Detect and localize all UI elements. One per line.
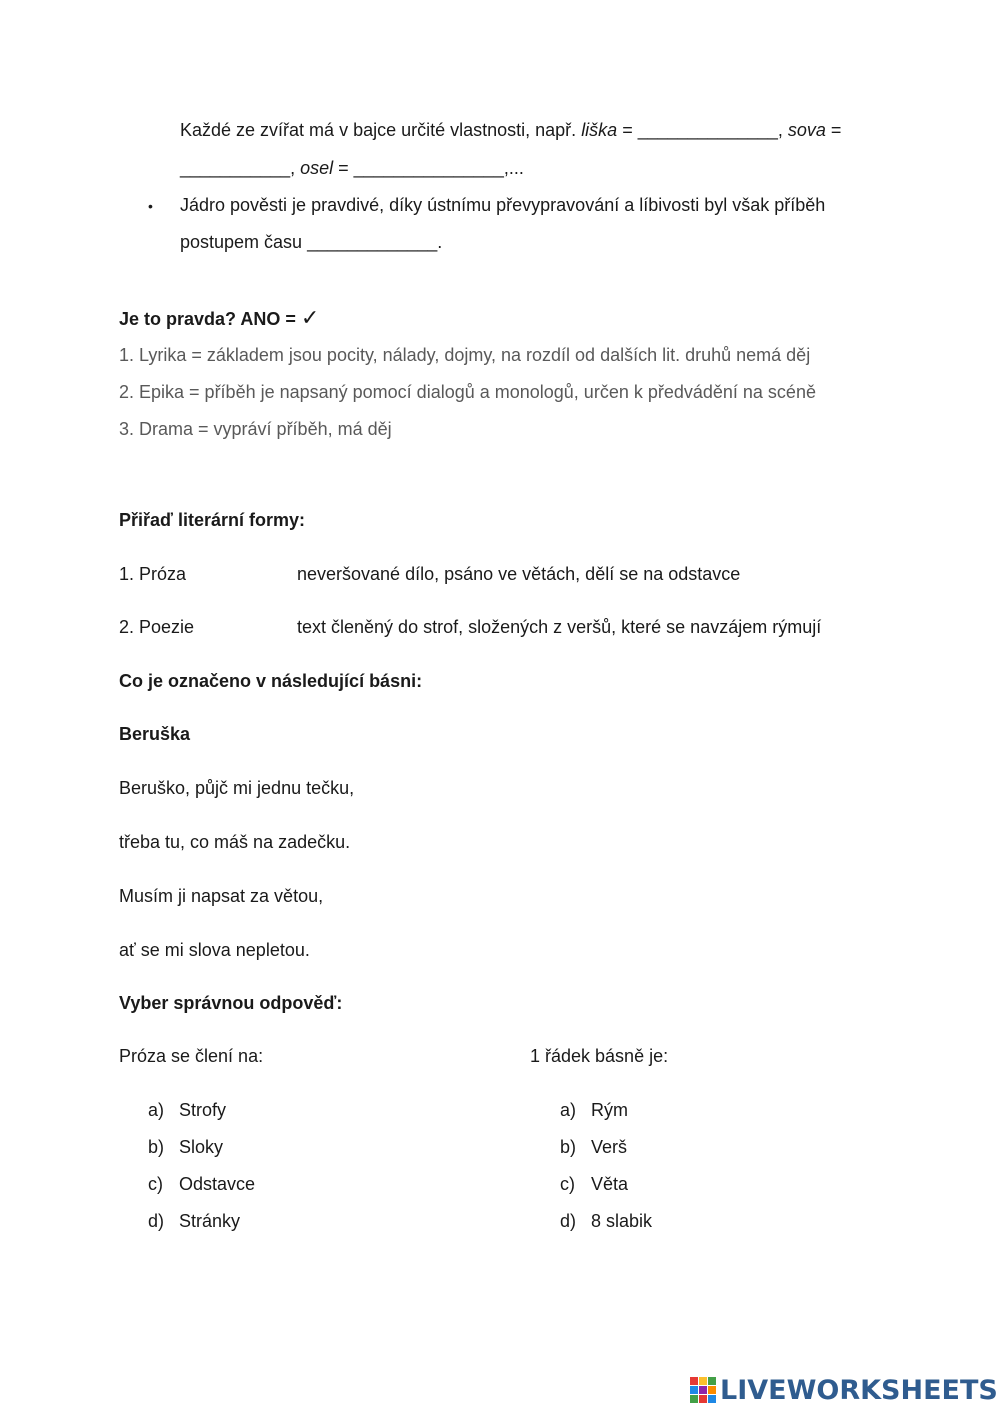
q1-option-d-letter: d): [148, 1211, 165, 1231]
q1-option-b-letter: b): [148, 1137, 165, 1157]
fable-animal-liska: liška: [581, 120, 618, 140]
form-term-2[interactable]: 2. Poezie: [119, 617, 195, 637]
truth-heading-text: Je to pravda? ANO =: [119, 309, 301, 329]
fable-line-1: [180, 120, 841, 141]
q2-option-a-letter: a): [560, 1100, 577, 1120]
form-term-1[interactable]: 1. Próza: [119, 564, 187, 584]
poem-line-4[interactable]: ať se mi slova nepletou.: [119, 940, 310, 960]
fable-text: Každé ze zvířat má v bajce určité vlastnosti, např.: [180, 120, 582, 140]
quiz-heading: Vyber správnou odpověď:: [119, 993, 343, 1013]
fable-blank[interactable]: = _______________,...: [333, 158, 524, 178]
truth-item-2[interactable]: 2. Epika = příběh je napsaný pomocí dialogů a monologů, určen k předvádění na scéně: [119, 382, 816, 402]
q2-option-b-letter: b): [560, 1137, 577, 1157]
fable-animal-sova: sova: [787, 120, 826, 140]
q1-option-a-letter: a): [148, 1100, 165, 1120]
poem-line-1[interactable]: Beruško, půjč mi jednu tečku,: [119, 778, 355, 798]
truth-heading: [119, 305, 319, 331]
question-1-prompt: Próza se člení na:: [119, 1046, 264, 1066]
logo-text: LIVEWORKSHEETS: [720, 1374, 998, 1406]
q2-option-c-letter: c): [560, 1174, 575, 1194]
form-definition-2[interactable]: text členěný do strof, složených z veršů, které se navzájem rýmují: [297, 617, 822, 637]
legend-line-2[interactable]: postupem času _____________.: [180, 232, 443, 252]
forms-heading: Přiřaď literární formy:: [119, 510, 305, 530]
q2-option-d[interactable]: 8 slabik: [591, 1211, 653, 1231]
q1-option-c[interactable]: Odstavce: [179, 1174, 256, 1194]
logo-mark-icon: [690, 1377, 716, 1403]
poem-heading: Co je označeno v následující básni:: [119, 671, 423, 691]
q1-option-c-letter: c): [148, 1174, 163, 1194]
q2-option-d-letter: d): [560, 1211, 577, 1231]
q2-option-a[interactable]: Rým: [591, 1100, 628, 1120]
q1-option-a[interactable]: Strofy: [179, 1100, 227, 1120]
legend-line-1: Jádro pověsti je pravdivé, díky ústnímu převypravování a líbivosti byl však příběh: [180, 195, 826, 215]
fable-blank[interactable]: ___________,: [180, 158, 301, 178]
q2-option-c[interactable]: Věta: [591, 1174, 629, 1194]
form-definition-1[interactable]: neveršované dílo, psáno ve větách, dělí se na odstavce: [297, 564, 741, 584]
q2-option-b[interactable]: Verš: [591, 1137, 628, 1157]
question-2-prompt: 1 řádek básně je:: [530, 1046, 669, 1066]
poem-title: Beruška: [119, 724, 191, 744]
bullet-dot: •: [148, 198, 153, 214]
truth-item-1[interactable]: 1. Lyrika = základem jsou pocity, nálady, dojmy, na rozdíl od dalších lit. druhů nemá děj: [119, 345, 811, 365]
fable-animal-osel: osel: [300, 158, 334, 178]
liveworksheets-logo: [690, 1372, 998, 1408]
q1-option-d[interactable]: Stránky: [179, 1211, 241, 1231]
fable-line-2: [180, 158, 524, 179]
poem-line-3[interactable]: Musím ji napsat za větou,: [119, 886, 324, 906]
q1-option-b[interactable]: Sloky: [179, 1137, 224, 1157]
fable-blank[interactable]: = ______________,: [617, 120, 788, 140]
truth-item-3[interactable]: 3. Drama = vypráví příběh, má děj: [119, 419, 392, 439]
poem-line-2[interactable]: třeba tu, co máš na zadečku.: [119, 832, 351, 852]
fable-text: =: [825, 120, 842, 140]
checkmark-icon: ✓: [300, 305, 320, 330]
